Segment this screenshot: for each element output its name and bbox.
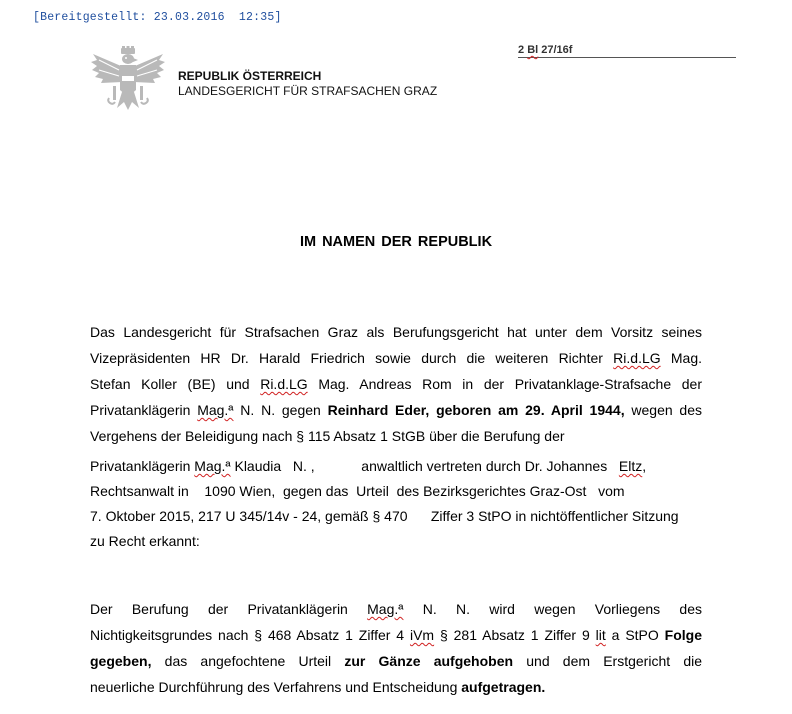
court-header [178,69,437,99]
text-line: Vizepräsidenten HR Dr. Harald Friedrich sowie durch die weiteren Richter Ri.d.LG Mag. [90,350,702,366]
cut-off-next-line [90,706,702,714]
republic-name: REPUBLIK ÖSTERREICH [178,69,322,83]
paragraph-ruling [90,596,702,700]
ref-mid: Bl [527,44,539,56]
ref-prefix: 2 [518,44,528,56]
austrian-eagle-emblem-icon [91,46,165,117]
paragraph-composition [90,319,702,449]
text-line: Stefan Koller (BE) und Ri.d.LG Mag. Andreas Rom in der Privatanklage-Strafsache der [90,376,702,392]
ref-suffix: 27/16f [538,44,573,56]
text-line: Das Landesgericht für Strafsachen Graz als Berufungsgericht hat unter dem Vorsitz seines [90,324,702,340]
text-line: zu Recht erkannt: [90,533,200,549]
text-line: 7. Oktober 2015, 217 U 345/14v - 24, gemäß § 470 Ziffer 3 StPO in nichtöffentlicher Sitzung [90,508,679,524]
text-line: Privatanklägerin Mag.ª N. N. gegen Reinhard Eder, geboren am 29. April 1944, wegen des [90,402,702,418]
provision-timestamp: [Bereitgestellt: 23.03.2016 12:35] [33,11,282,24]
court-name: LANDESGERICHT FÜR STRAFSACHEN GRAZ [178,84,438,98]
text-line: Nichtigkeitsgrundes nach § 468 Absatz 1 Ziffer 4 iVm § 281 Absatz 1 Ziffer 9 lit a StPO Folge [90,627,702,643]
text-line: neuerliche Durchführung des Verfahrens und Entscheidung aufgetragen. [90,679,546,695]
text-line: Rechtsanwalt in 1090 Wien, gegen das Urteil des Bezirksgerichtes Graz-Ost vom [90,483,625,499]
case-reference [518,44,736,58]
text-line: Privatanklägerin Mag.ª Klaudia N. , anwaltlich vertreten durch Dr. Johannes Eltz, [90,458,647,474]
text-line: Vergehens der Beleidigung nach § 115 Absatz 1 StGB über die Berufung der [90,428,565,444]
verdict-heading: IM NAMEN DER REPUBLIK [299,234,493,250]
text-line: Der Berufung der Privatanklägerin Mag.ª N. N. wird wegen Vorliegens des [90,601,702,617]
text-line: gegeben, das angefochtene Urteil zur Gänze aufgehoben und dem Erstgericht die [90,653,702,669]
paragraph-appeal [90,454,702,554]
